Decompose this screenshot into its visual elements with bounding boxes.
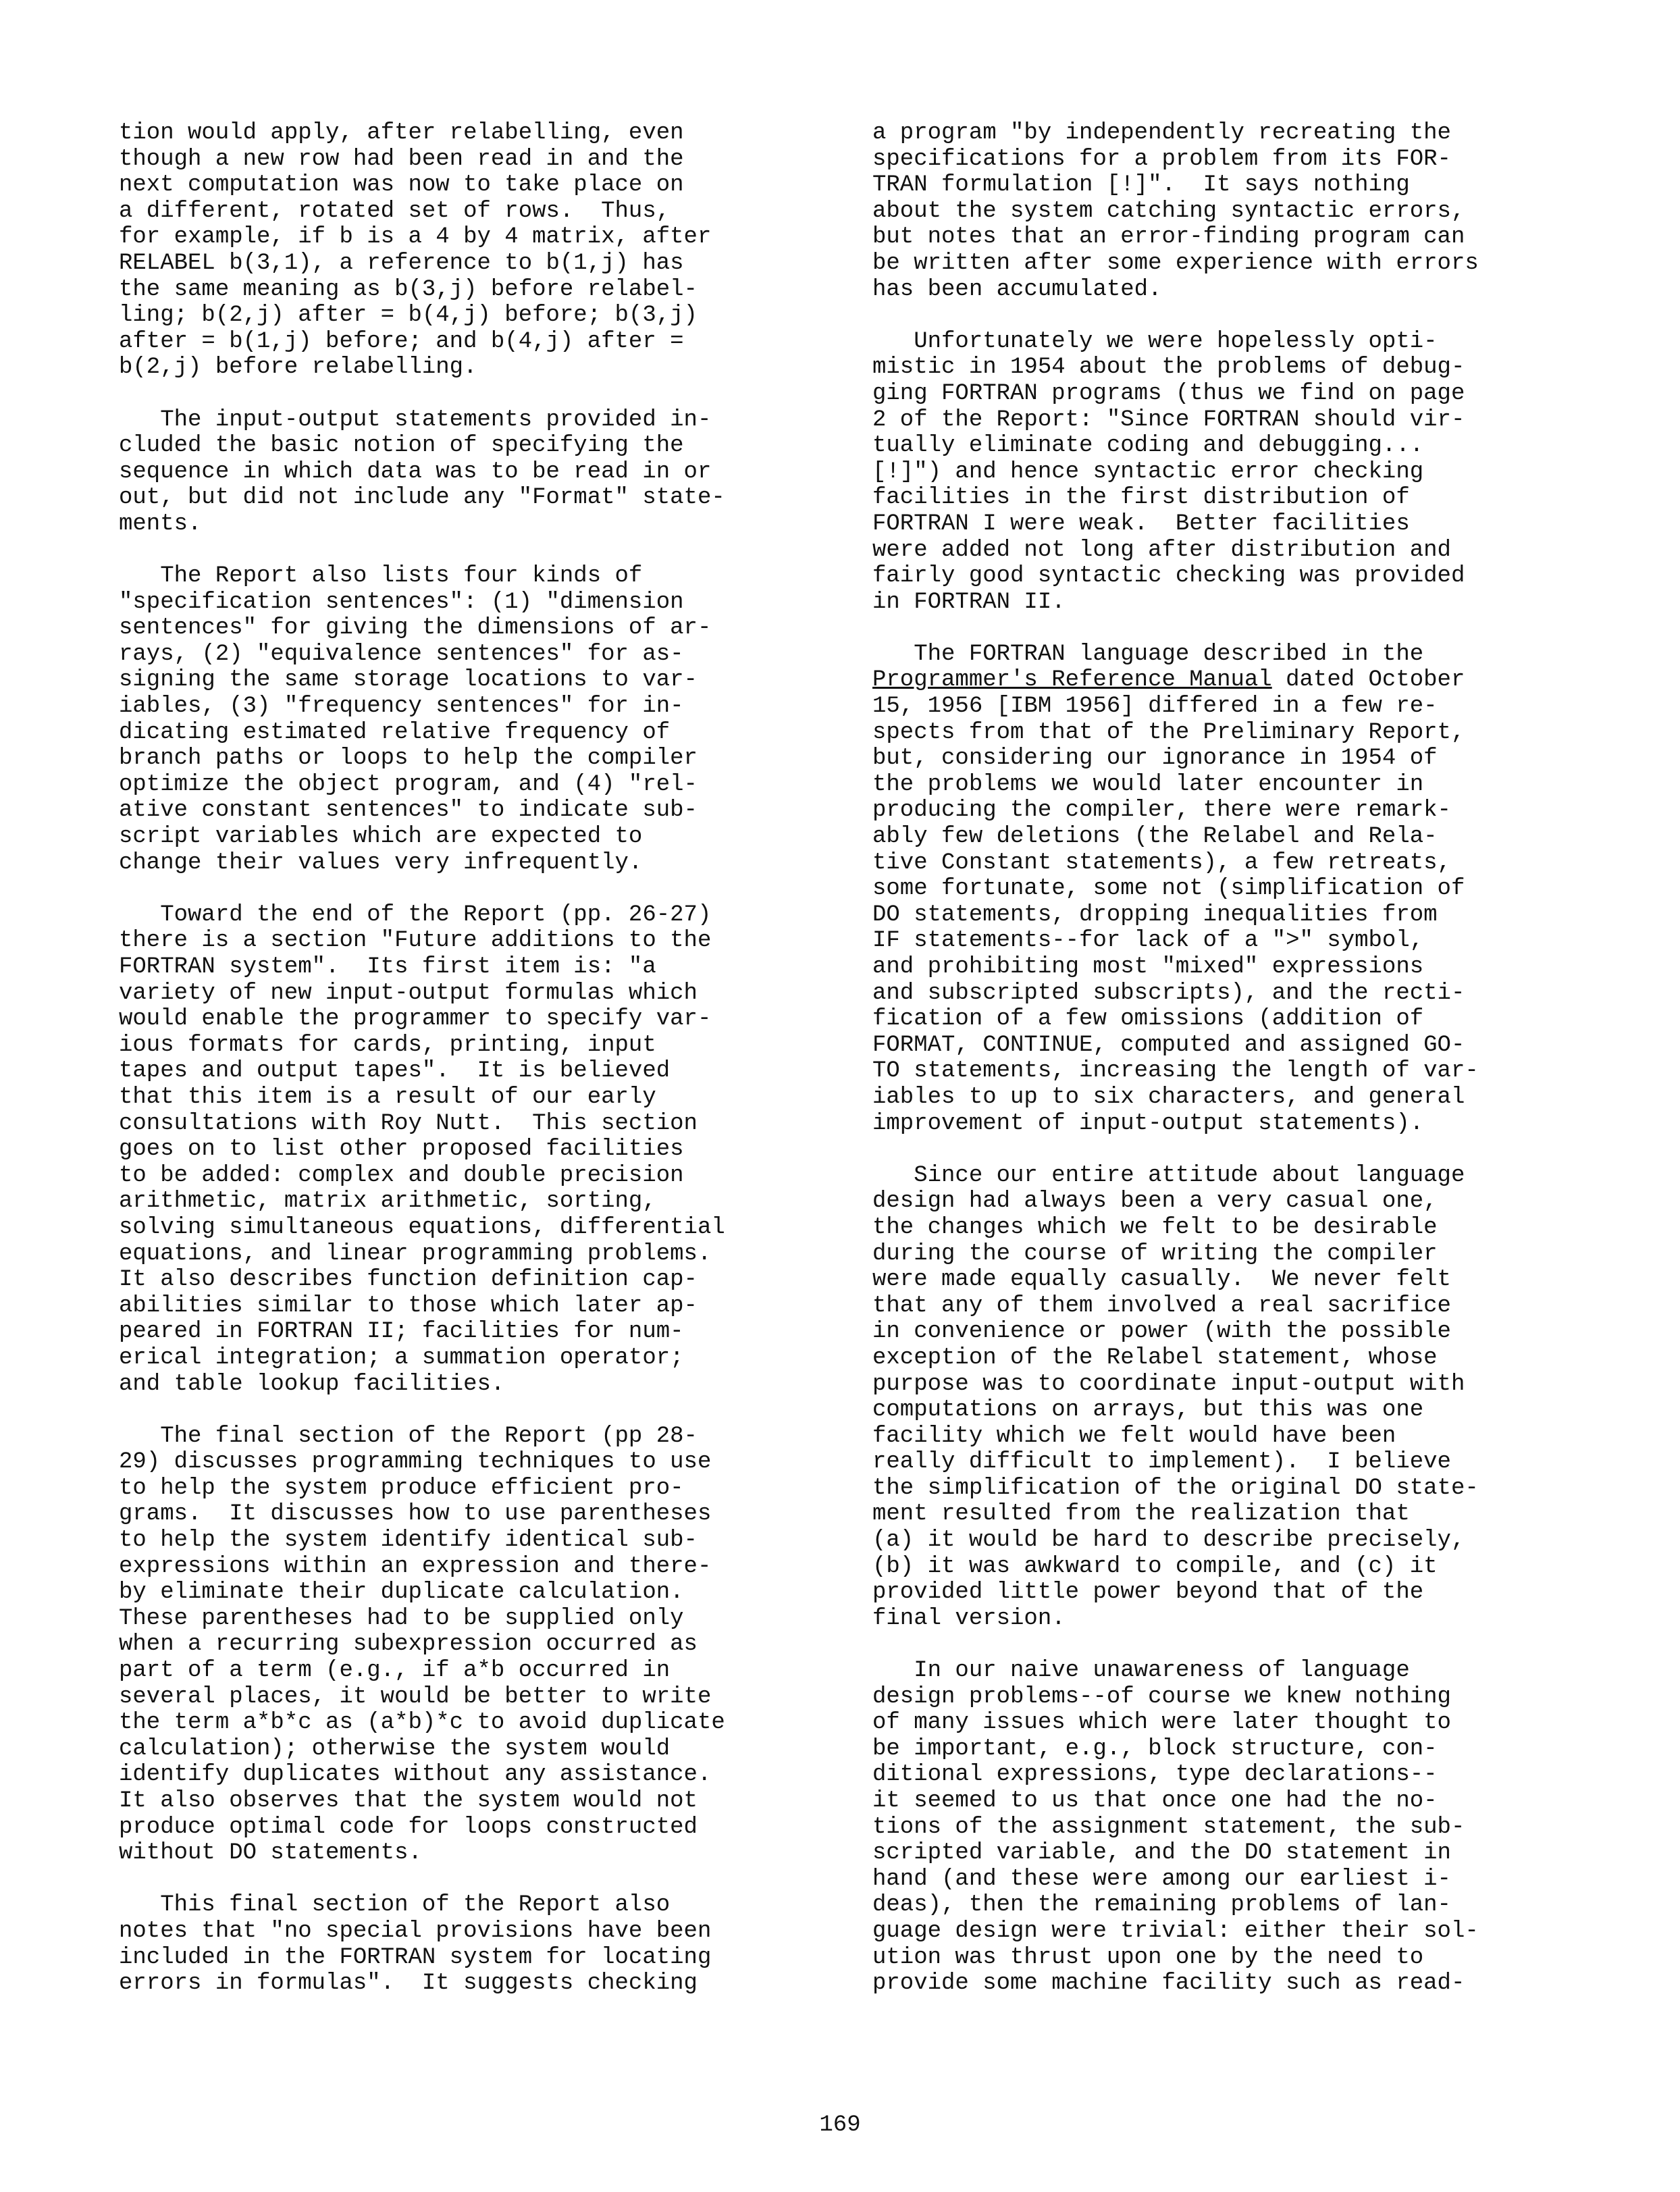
text-line: improvement of input-output statements). <box>872 1110 1424 1137</box>
text-line: script variables which are expected to <box>119 824 643 850</box>
text-line: solving simultaneous equations, differential <box>119 1214 725 1241</box>
text-line: sentences" for giving the dimensions of ar- <box>119 615 712 642</box>
text-line: about the system catching syntactic errors, <box>872 198 1465 224</box>
text-line: ment resulted from the realization that <box>872 1501 1410 1528</box>
text-line: and subscripted subscripts), and the recti- <box>872 980 1465 1006</box>
text-line: really difficult to implement). I believe <box>872 1449 1451 1476</box>
text-line: part of a term (e.g., if a*b occurred in <box>119 1658 671 1684</box>
text-line: This final section of the Report also <box>119 1892 671 1919</box>
text-line: by eliminate their duplicate calculation. <box>119 1580 684 1606</box>
paragraph <box>119 1892 821 1996</box>
text-line: scripted variable, and the DO statement in <box>872 1840 1451 1867</box>
text-line: abilities similar to those which later ap- <box>119 1293 698 1319</box>
text-line: that this item is a result of our early <box>119 1084 656 1110</box>
text-line: in convenience or power (with the possible <box>872 1319 1451 1345</box>
text-line: the term a*b*c as (a*b)*c to avoid duplicate <box>119 1710 725 1736</box>
text-line: TO statements, increasing the length of var- <box>872 1058 1479 1085</box>
text-line: in FORTRAN II. <box>872 589 1066 615</box>
text-line: that any of them involved a real sacrifice <box>872 1293 1451 1319</box>
text-line: spects from that of the Preliminary Report, <box>872 719 1465 746</box>
text-line: iables, (3) "frequency sentences" for in- <box>119 694 684 720</box>
text-line: change their values very infrequently. <box>119 850 643 876</box>
text-line-rest: dated October <box>1271 667 1465 694</box>
text-line: TRAN formulation [!]". It says nothing <box>872 172 1410 199</box>
text-line: after = b(1,j) before; and b(4,j) after = <box>119 328 684 355</box>
text-line: during the course of writing the compiler <box>872 1241 1438 1267</box>
text-line: but notes that an error-finding program can <box>872 224 1465 251</box>
text-line: FORMAT, CONTINUE, computed and assigned GO- <box>872 1032 1465 1058</box>
text-line: included in the FORTRAN system for locating <box>119 1944 712 1971</box>
text-line: peared in FORTRAN II; facilities for num- <box>119 1319 684 1345</box>
text-line: specifications for a problem from its FOR- <box>872 146 1451 172</box>
text-line: design problems--of course we knew nothing <box>872 1684 1451 1710</box>
text-line: goes on to list other proposed facilities <box>119 1137 684 1163</box>
text-line: The final section of the Report (pp 28- <box>119 1423 698 1449</box>
text-line: provide some machine facility such as read- <box>872 1971 1465 1997</box>
text-line: facility which we felt would have been <box>872 1423 1396 1449</box>
text-line: guage design were trivial: either their sol- <box>872 1918 1479 1944</box>
text-line: when a recurring subexpression occurred as <box>119 1632 698 1658</box>
text-line: ative constant sentences" to indicate sub- <box>119 798 698 824</box>
text-line: it seemed to us that once one had the no- <box>872 1788 1438 1814</box>
text-line: the problems we would later encounter in <box>872 771 1424 798</box>
text-line: fairly good syntactic checking was provided <box>872 563 1465 590</box>
text-line: Toward the end of the Report (pp. 26-27) <box>119 902 712 928</box>
text-line: some fortunate, some not (simplification of <box>872 876 1465 902</box>
text-line: the same meaning as b(3,j) before relabel- <box>119 276 698 303</box>
text-line: arithmetic, matrix arithmetic, sorting, <box>119 1189 656 1215</box>
text-line: tually eliminate coding and debugging... <box>872 433 1424 459</box>
left-text-column <box>119 120 821 1997</box>
text-line: FORTRAN system". Its first item is: "a <box>119 954 656 980</box>
text-line: 2 of the Report: "Since FORTRAN should vir- <box>872 407 1465 433</box>
text-line: tion would apply, after relabelling, even <box>119 120 684 146</box>
text-line: exception of the Relabel statement, whose <box>872 1345 1438 1371</box>
paragraph <box>119 902 821 1397</box>
underlined-title: Programmer's Reference Manual <box>872 667 1272 694</box>
text-line: The Report also lists four kinds of <box>119 563 643 590</box>
text-line: though a new row had been read in and the <box>119 146 684 172</box>
text-line: be important, e.g., block structure, con- <box>872 1736 1438 1762</box>
text-line: a different, rotated set of rows. Thus, <box>119 198 671 224</box>
text-line: rays, (2) "equivalence sentences" for as- <box>119 641 684 667</box>
text-line: DO statements, dropping inequalities from <box>872 902 1438 928</box>
text-line: computations on arrays, but this was one <box>872 1397 1424 1424</box>
text-line: ging FORTRAN programs (thus we find on page <box>872 380 1465 407</box>
paragraph <box>872 120 1575 303</box>
text-line: b(2,j) before relabelling. <box>119 355 477 381</box>
text-line: the changes which we felt to be desirable <box>872 1214 1438 1241</box>
text-line: It also observes that the system would not <box>119 1788 698 1814</box>
text-line: mistic in 1954 about the problems of debug- <box>872 355 1465 381</box>
text-line: cluded the basic notion of specifying the <box>119 433 684 459</box>
text-line: expressions within an expression and there- <box>119 1553 712 1580</box>
text-line: [!]") and hence syntactic error checking <box>872 459 1424 485</box>
text-line: The input-output statements provided in- <box>119 407 712 433</box>
text-line: FORTRAN I were weak. Better facilities <box>872 511 1410 537</box>
paragraph <box>872 1163 1575 1632</box>
text-line: tapes and output tapes". It is believed <box>119 1058 671 1085</box>
text-line: errors in formulas". It suggests checking <box>119 1971 698 1997</box>
text-line: (b) it was awkward to compile, and (c) it <box>872 1553 1438 1580</box>
text-line: ments. <box>119 511 202 537</box>
text-line: tive Constant statements), a few retreats, <box>872 850 1451 876</box>
right-text-column <box>872 120 1575 1997</box>
text-line: tions of the assignment statement, the sub- <box>872 1814 1465 1840</box>
text-line: design had always been a very casual one, <box>872 1189 1438 1215</box>
text-line: IF statements--for lack of a ">" symbol, <box>872 928 1424 954</box>
text-line: a program "by independently recreating the <box>872 120 1451 146</box>
text-line: there is a section "Future additions to the <box>119 928 712 954</box>
text-line: variety of new input-output formulas which <box>119 980 698 1006</box>
text-line: branch paths or loops to help the compiler <box>119 746 698 772</box>
text-line: identify duplicates without any assistance. <box>119 1762 712 1788</box>
text-line: several places, it would be better to write <box>119 1684 712 1710</box>
text-line: ably few deletions (the Relabel and Rela- <box>872 824 1438 850</box>
text-line: and prohibiting most "mixed" expressions <box>872 954 1424 980</box>
text-line: were added not long after distribution and <box>872 537 1451 563</box>
paragraph <box>119 563 821 876</box>
text-line: of many issues which were later thought to <box>872 1710 1451 1736</box>
text-line: the simplification of the original DO state- <box>872 1475 1479 1501</box>
text-line: out, but did not include any "Format" state- <box>119 485 725 511</box>
text-line <box>872 667 1575 694</box>
text-line: ditional expressions, type declarations-- <box>872 1762 1438 1788</box>
text-line: final version. <box>872 1605 1066 1632</box>
text-line: fication of a few omissions (addition of <box>872 1006 1424 1033</box>
text-line: were made equally casually. We never felt <box>872 1267 1451 1293</box>
text-line: would enable the programmer to specify var- <box>119 1006 712 1033</box>
paragraph <box>119 1424 821 1867</box>
text-line: In our naive unawareness of language <box>872 1658 1410 1684</box>
text-line: ution was thrust upon one by the need to <box>872 1944 1424 1971</box>
text-line: The FORTRAN language described in the <box>872 641 1424 667</box>
text-line: Since our entire attitude about language <box>872 1162 1465 1189</box>
text-line: calculation); otherwise the system would <box>119 1736 671 1762</box>
text-line: 29) discusses programming techniques to use <box>119 1449 712 1476</box>
text-line: dicating estimated relative frequency of <box>119 719 671 746</box>
page-number: 169 <box>819 2112 861 2138</box>
text-line: facilities in the first distribution of <box>872 485 1410 511</box>
text-line: 15, 1956 [IBM 1956] differed in a few re- <box>872 694 1438 720</box>
text-line: RELABEL b(3,1), a reference to b(1,j) has <box>119 250 684 276</box>
text-line: to help the system produce efficient pro- <box>119 1475 684 1501</box>
text-line: notes that "no special provisions have been <box>119 1918 712 1944</box>
text-line: producing the compiler, there were remark- <box>872 798 1451 824</box>
text-line: deas), then the remaining problems of lan- <box>872 1892 1451 1919</box>
text-line: (a) it would be hard to describe precisely, <box>872 1528 1465 1554</box>
text-line: equations, and linear programming problems. <box>119 1241 712 1267</box>
text-line: to help the system identify identical sub- <box>119 1528 698 1554</box>
text-line: produce optimal code for loops constructed <box>119 1814 698 1840</box>
text-line: signing the same storage locations to var- <box>119 667 698 694</box>
text-line: for example, if b is a 4 by 4 matrix, after <box>119 224 712 251</box>
text-line: consultations with Roy Nutt. This section <box>119 1110 698 1137</box>
text-line: ious formats for cards, printing, input <box>119 1032 656 1058</box>
paragraph <box>872 1658 1575 1997</box>
text-line: hand (and these were among our earliest i- <box>872 1866 1451 1892</box>
text-line: ling; b(2,j) after = b(4,j) before; b(3,j) <box>119 303 698 329</box>
text-line: next computation was now to take place on <box>119 172 684 199</box>
text-line: but, considering our ignorance in 1954 of <box>872 746 1438 772</box>
paragraph <box>872 329 1575 616</box>
text-line: provided little power beyond that of the <box>872 1580 1424 1606</box>
text-line: It also describes function definition cap- <box>119 1267 698 1293</box>
text-line: to be added: complex and double precision <box>119 1162 684 1189</box>
text-line: iables to up to six characters, and general <box>872 1084 1465 1110</box>
paragraph <box>119 407 821 538</box>
text-line: erical integration; a summation operator; <box>119 1345 684 1371</box>
text-line: grams. It discusses how to use parentheses <box>119 1501 712 1528</box>
text-line: "specification sentences": (1) "dimension <box>119 589 684 615</box>
text-line: has been accumulated. <box>872 276 1162 303</box>
text-line: Unfortunately we were hopelessly opti- <box>872 328 1438 355</box>
text-line: be written after some experience with errors <box>872 250 1479 276</box>
text-line: These parentheses had to be supplied only <box>119 1605 684 1632</box>
text-line: sequence in which data was to be read in or <box>119 459 712 485</box>
text-line: optimize the object program, and (4) "rel- <box>119 771 698 798</box>
paragraph <box>119 120 821 381</box>
text-line: and table lookup facilities. <box>119 1371 505 1397</box>
text-line: purpose was to coordinate input-output with <box>872 1371 1465 1397</box>
text-line: without DO statements. <box>119 1840 422 1867</box>
paragraph <box>872 642 1575 1137</box>
